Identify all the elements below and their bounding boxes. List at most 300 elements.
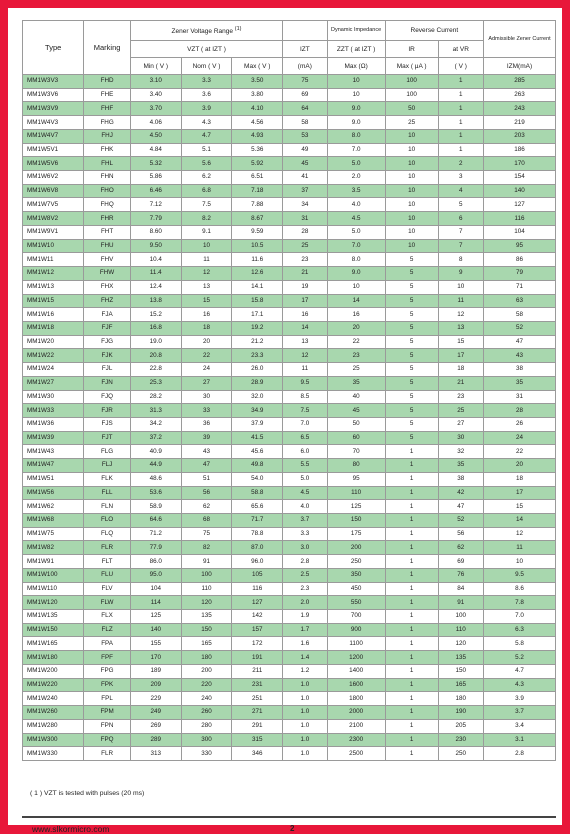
cell-marking: FLX xyxy=(84,610,131,624)
cell-type: MM1W6V8 xyxy=(23,184,84,198)
cell-nom: 4.7 xyxy=(181,129,232,143)
cell-max: 157 xyxy=(232,623,283,637)
table-row xyxy=(23,486,556,500)
cell-type: MM1W30 xyxy=(23,390,84,404)
cell-type: MM1W8V2 xyxy=(23,212,84,226)
col-vr-unit: ( V ) xyxy=(438,58,483,75)
cell-max: 58.8 xyxy=(232,486,283,500)
cell-izm: 31 xyxy=(484,390,556,404)
cell-zzt: 110 xyxy=(327,486,385,500)
table-row xyxy=(23,692,556,706)
cell-type: MM1W4V7 xyxy=(23,129,84,143)
cell-izt: 3.7 xyxy=(283,514,327,528)
cell-min: 7.12 xyxy=(130,198,181,212)
cell-nom: 10 xyxy=(181,239,232,253)
cell-izm: 127 xyxy=(484,198,556,212)
cell-marking: FHT xyxy=(84,225,131,239)
cell-vr: 110 xyxy=(438,623,483,637)
table-row xyxy=(23,198,556,212)
cell-max: 28.9 xyxy=(232,376,283,390)
cell-vr: 15 xyxy=(438,335,483,349)
cell-max: 17.1 xyxy=(232,308,283,322)
table-row xyxy=(23,171,556,185)
cell-marking: FLW xyxy=(84,596,131,610)
cell-nom: 280 xyxy=(181,719,232,733)
cell-izt: 6.5 xyxy=(283,431,327,445)
cell-vr: 1 xyxy=(438,102,483,116)
cell-max: 21.2 xyxy=(232,335,283,349)
cell-izm: 3.4 xyxy=(484,719,556,733)
cell-min: 4.06 xyxy=(130,116,181,130)
cell-type: MM1W180 xyxy=(23,651,84,665)
cell-zzt: 900 xyxy=(327,623,385,637)
cell-min: 77.9 xyxy=(130,541,181,555)
cell-izt: 2.0 xyxy=(283,596,327,610)
cell-vr: 18 xyxy=(438,363,483,377)
cell-min: 6.46 xyxy=(130,184,181,198)
cell-marking: FJS xyxy=(84,417,131,431)
cell-max: 211 xyxy=(232,664,283,678)
cell-izm: 63 xyxy=(484,294,556,308)
cell-type: MM1W36 xyxy=(23,417,84,431)
table-row xyxy=(23,555,556,569)
cell-izt: 1.9 xyxy=(283,610,327,624)
cell-vr: 32 xyxy=(438,445,483,459)
cell-izt: 4.0 xyxy=(283,500,327,514)
cell-izt: 7.0 xyxy=(283,417,327,431)
cell-izm: 52 xyxy=(484,321,556,335)
cell-zzt: 200 xyxy=(327,541,385,555)
cell-type: MM1W330 xyxy=(23,747,84,761)
cell-max: 271 xyxy=(232,706,283,720)
cell-ir: 5 xyxy=(385,308,438,322)
table-row xyxy=(23,651,556,665)
cell-type: MM1W165 xyxy=(23,637,84,651)
col-type: Type xyxy=(23,21,84,75)
cell-vr: 3 xyxy=(438,171,483,185)
table-row xyxy=(23,733,556,747)
cell-izm: 104 xyxy=(484,225,556,239)
cell-type: MM1W33 xyxy=(23,404,84,418)
zener-range-note: (1) xyxy=(234,25,242,32)
cell-zzt: 1100 xyxy=(327,637,385,651)
cell-ir: 1 xyxy=(385,651,438,665)
table-row xyxy=(23,417,556,431)
cell-max: 15.8 xyxy=(232,294,283,308)
cell-ir: 1 xyxy=(385,514,438,528)
cell-min: 15.2 xyxy=(130,308,181,322)
table-header xyxy=(23,21,556,75)
cell-vr: 25 xyxy=(438,404,483,418)
cell-nom: 300 xyxy=(181,733,232,747)
cell-max: 346 xyxy=(232,747,283,761)
cell-izm: 86 xyxy=(484,253,556,267)
cell-nom: 33 xyxy=(181,404,232,418)
cell-nom: 100 xyxy=(181,568,232,582)
cell-ir: 1 xyxy=(385,582,438,596)
cell-max: 12.6 xyxy=(232,267,283,281)
cell-marking: FHQ xyxy=(84,198,131,212)
cell-min: 37.2 xyxy=(130,431,181,445)
cell-marking: FLG xyxy=(84,445,131,459)
cell-zzt: 20 xyxy=(327,321,385,335)
page-number: 2 xyxy=(290,824,295,833)
cell-min: 9.50 xyxy=(130,239,181,253)
cell-marking: FPG xyxy=(84,664,131,678)
cell-marking: FHE xyxy=(84,88,131,102)
cell-zzt: 8.0 xyxy=(327,253,385,267)
table-row xyxy=(23,500,556,514)
cell-izt: 7.5 xyxy=(283,404,327,418)
cell-izm: 12 xyxy=(484,527,556,541)
footnote: ( 1 ) VZT is tested with pulses (20 ms) xyxy=(30,790,145,797)
table-row xyxy=(23,88,556,102)
table-row xyxy=(23,267,556,281)
cell-ir: 1 xyxy=(385,678,438,692)
cell-min: 140 xyxy=(130,623,181,637)
table-row xyxy=(23,472,556,486)
cell-zzt: 14 xyxy=(327,294,385,308)
col-izt: IZT xyxy=(283,41,327,58)
cell-izt: 53 xyxy=(283,129,327,143)
table-row xyxy=(23,321,556,335)
cell-max: 10.5 xyxy=(232,239,283,253)
cell-vr: 11 xyxy=(438,294,483,308)
cell-zzt: 50 xyxy=(327,417,385,431)
cell-izt: 3.3 xyxy=(283,527,327,541)
cell-vr: 7 xyxy=(438,225,483,239)
table-row xyxy=(23,664,556,678)
cell-ir: 1 xyxy=(385,623,438,637)
table-row xyxy=(23,212,556,226)
cell-vr: 250 xyxy=(438,747,483,761)
cell-izm: 22 xyxy=(484,445,556,459)
cell-ir: 1 xyxy=(385,486,438,500)
cell-min: 4.84 xyxy=(130,143,181,157)
cell-ir: 1 xyxy=(385,719,438,733)
table-row xyxy=(23,637,556,651)
cell-ir: 5 xyxy=(385,390,438,404)
footer-divider xyxy=(22,816,556,818)
cell-zzt: 2300 xyxy=(327,733,385,747)
table-row xyxy=(23,678,556,692)
cell-izm: 6.3 xyxy=(484,623,556,637)
cell-ir: 1 xyxy=(385,527,438,541)
cell-izt: 1.0 xyxy=(283,706,327,720)
cell-zzt: 5.0 xyxy=(327,225,385,239)
cell-marking: FLV xyxy=(84,582,131,596)
cell-nom: 3.9 xyxy=(181,102,232,116)
cell-type: MM1W110 xyxy=(23,582,84,596)
cell-marking: FJR xyxy=(84,404,131,418)
cell-zzt: 9.0 xyxy=(327,267,385,281)
cell-zzt: 23 xyxy=(327,349,385,363)
cell-zzt: 7.0 xyxy=(327,143,385,157)
cell-izm: 24 xyxy=(484,431,556,445)
cell-min: 11.4 xyxy=(130,267,181,281)
cell-nom: 47 xyxy=(181,459,232,473)
datasheet-page xyxy=(8,8,562,834)
table-row xyxy=(23,75,556,89)
table-row xyxy=(23,335,556,349)
cell-izt: 3.0 xyxy=(283,541,327,555)
cell-max: 191 xyxy=(232,651,283,665)
cell-izm: 14 xyxy=(484,514,556,528)
cell-zzt: 22 xyxy=(327,335,385,349)
cell-max: 231 xyxy=(232,678,283,692)
cell-marking: FHK xyxy=(84,143,131,157)
cell-izt: 31 xyxy=(283,212,327,226)
cell-zzt: 1400 xyxy=(327,664,385,678)
col-dynamic: Dynamic Impedance xyxy=(327,21,385,41)
cell-zzt: 8.0 xyxy=(327,129,385,143)
cell-izt: 1.4 xyxy=(283,651,327,665)
table-row xyxy=(23,610,556,624)
cell-nom: 68 xyxy=(181,514,232,528)
cell-ir: 10 xyxy=(385,239,438,253)
cell-zzt: 350 xyxy=(327,568,385,582)
cell-vr: 1 xyxy=(438,116,483,130)
cell-ir: 5 xyxy=(385,321,438,335)
cell-vr: 52 xyxy=(438,514,483,528)
cell-nom: 13 xyxy=(181,280,232,294)
cell-min: 104 xyxy=(130,582,181,596)
col-admissible: Admissible Zener Current xyxy=(484,21,556,58)
cell-izt: 5.5 xyxy=(283,459,327,473)
cell-type: MM1W120 xyxy=(23,596,84,610)
cell-max: 87.0 xyxy=(232,541,283,555)
cell-max: 172 xyxy=(232,637,283,651)
cell-izm: 43 xyxy=(484,349,556,363)
cell-marking: FHX xyxy=(84,280,131,294)
cell-min: 209 xyxy=(130,678,181,692)
cell-marking: FLT xyxy=(84,555,131,569)
cell-type: MM1W150 xyxy=(23,623,84,637)
cell-vr: 1 xyxy=(438,129,483,143)
table-row xyxy=(23,623,556,637)
cell-izt: 13 xyxy=(283,335,327,349)
cell-izt: 41 xyxy=(283,171,327,185)
cell-max: 37.9 xyxy=(232,417,283,431)
cell-izm: 58 xyxy=(484,308,556,322)
table-row xyxy=(23,404,556,418)
cell-ir: 5 xyxy=(385,280,438,294)
cell-nom: 18 xyxy=(181,321,232,335)
cell-zzt: 150 xyxy=(327,514,385,528)
table-row xyxy=(23,541,556,555)
cell-zzt: 1600 xyxy=(327,678,385,692)
cell-zzt: 80 xyxy=(327,459,385,473)
zener-range-label: Zener Voltage Range xyxy=(171,28,233,36)
cell-izt: 75 xyxy=(283,75,327,89)
table-row xyxy=(23,514,556,528)
cell-ir: 1 xyxy=(385,692,438,706)
cell-max: 7.88 xyxy=(232,198,283,212)
cell-zzt: 125 xyxy=(327,500,385,514)
cell-min: 20.8 xyxy=(130,349,181,363)
cell-izt: 16 xyxy=(283,308,327,322)
cell-vr: 76 xyxy=(438,568,483,582)
cell-type: MM1W51 xyxy=(23,472,84,486)
cell-ir: 10 xyxy=(385,143,438,157)
cell-izm: 170 xyxy=(484,157,556,171)
cell-vr: 180 xyxy=(438,692,483,706)
cell-marking: FPF xyxy=(84,651,131,665)
cell-ir: 5 xyxy=(385,376,438,390)
cell-nom: 110 xyxy=(181,582,232,596)
col-izm: IZM(mA) xyxy=(484,58,556,75)
cell-min: 229 xyxy=(130,692,181,706)
cell-ir: 10 xyxy=(385,225,438,239)
cell-min: 25.3 xyxy=(130,376,181,390)
table-row xyxy=(23,308,556,322)
table-row xyxy=(23,239,556,253)
cell-izm: 3.1 xyxy=(484,733,556,747)
col-min: Min ( V ) xyxy=(130,58,181,75)
cell-marking: FLO xyxy=(84,514,131,528)
cell-vr: 13 xyxy=(438,321,483,335)
cell-izt: 12 xyxy=(283,349,327,363)
cell-min: 8.60 xyxy=(130,225,181,239)
cell-type: MM1W4V3 xyxy=(23,116,84,130)
cell-type: MM1W5V6 xyxy=(23,157,84,171)
cell-min: 22.8 xyxy=(130,363,181,377)
cell-marking: FLK xyxy=(84,472,131,486)
cell-izt: 64 xyxy=(283,102,327,116)
cell-zzt: 40 xyxy=(327,390,385,404)
cell-max: 41.5 xyxy=(232,431,283,445)
cell-vr: 69 xyxy=(438,555,483,569)
cell-type: MM1W100 xyxy=(23,568,84,582)
cell-nom: 27 xyxy=(181,376,232,390)
cell-izt: 1.0 xyxy=(283,719,327,733)
cell-zzt: 175 xyxy=(327,527,385,541)
cell-vr: 2 xyxy=(438,157,483,171)
cell-zzt: 1200 xyxy=(327,651,385,665)
cell-marking: FHZ xyxy=(84,294,131,308)
cell-nom: 22 xyxy=(181,349,232,363)
cell-ir: 5 xyxy=(385,404,438,418)
cell-izm: 35 xyxy=(484,376,556,390)
cell-ir: 1 xyxy=(385,733,438,747)
cell-type: MM1W15 xyxy=(23,294,84,308)
cell-max: 49.8 xyxy=(232,459,283,473)
cell-ir: 1 xyxy=(385,459,438,473)
cell-min: 31.3 xyxy=(130,404,181,418)
cell-nom: 30 xyxy=(181,390,232,404)
cell-vr: 30 xyxy=(438,431,483,445)
cell-marking: FHF xyxy=(84,102,131,116)
cell-marking: FPN xyxy=(84,719,131,733)
cell-marking: FJG xyxy=(84,335,131,349)
cell-nom: 24 xyxy=(181,363,232,377)
cell-izt: 2.5 xyxy=(283,568,327,582)
col-ir: IR xyxy=(385,41,438,58)
cell-izm: 7.0 xyxy=(484,610,556,624)
cell-izt: 49 xyxy=(283,143,327,157)
cell-marking: FLJ xyxy=(84,459,131,473)
cell-type: MM1W13 xyxy=(23,280,84,294)
cell-izm: 263 xyxy=(484,88,556,102)
cell-type: MM1W56 xyxy=(23,486,84,500)
cell-min: 7.79 xyxy=(130,212,181,226)
cell-zzt: 5.0 xyxy=(327,157,385,171)
cell-max: 4.93 xyxy=(232,129,283,143)
cell-izt: 11 xyxy=(283,363,327,377)
website-link[interactable]: www.slkormicro.com xyxy=(32,824,110,834)
table-row xyxy=(23,596,556,610)
cell-ir: 1 xyxy=(385,445,438,459)
cell-izt: 1.6 xyxy=(283,637,327,651)
cell-type: MM1W75 xyxy=(23,527,84,541)
cell-type: MM1W7V5 xyxy=(23,198,84,212)
cell-type: MM1W200 xyxy=(23,664,84,678)
cell-izm: 11 xyxy=(484,541,556,555)
cell-vr: 84 xyxy=(438,582,483,596)
cell-min: 3.70 xyxy=(130,102,181,116)
cell-vr: 21 xyxy=(438,376,483,390)
cell-marking: FJT xyxy=(84,431,131,445)
cell-type: MM1W9V1 xyxy=(23,225,84,239)
cell-marking: FLN xyxy=(84,500,131,514)
cell-ir: 1 xyxy=(385,472,438,486)
cell-max: 105 xyxy=(232,568,283,582)
cell-marking: FLU xyxy=(84,568,131,582)
cell-nom: 200 xyxy=(181,664,232,678)
cell-izm: 28 xyxy=(484,404,556,418)
cell-marking: FLL xyxy=(84,486,131,500)
cell-izm: 219 xyxy=(484,116,556,130)
cell-min: 5.32 xyxy=(130,157,181,171)
table-row xyxy=(23,390,556,404)
cell-max: 54.0 xyxy=(232,472,283,486)
table-row xyxy=(23,363,556,377)
cell-min: 4.50 xyxy=(130,129,181,143)
cell-zzt: 700 xyxy=(327,610,385,624)
cell-nom: 8.2 xyxy=(181,212,232,226)
cell-vr: 120 xyxy=(438,637,483,651)
cell-max: 45.6 xyxy=(232,445,283,459)
cell-min: 53.6 xyxy=(130,486,181,500)
cell-izm: 7.8 xyxy=(484,596,556,610)
cell-nom: 165 xyxy=(181,637,232,651)
cell-zzt: 25 xyxy=(327,363,385,377)
cell-marking: FHD xyxy=(84,75,131,89)
cell-ir: 5 xyxy=(385,267,438,281)
col-marking: Marking xyxy=(84,21,131,75)
cell-marking: FLR xyxy=(84,541,131,555)
cell-zzt: 550 xyxy=(327,596,385,610)
cell-marking: FJQ xyxy=(84,390,131,404)
cell-min: 170 xyxy=(130,651,181,665)
cell-vr: 8 xyxy=(438,253,483,267)
cell-type: MM1W82 xyxy=(23,541,84,555)
table-row xyxy=(23,459,556,473)
cell-ir: 10 xyxy=(385,129,438,143)
cell-nom: 3.3 xyxy=(181,75,232,89)
cell-marking: FPQ xyxy=(84,733,131,747)
cell-izm: 186 xyxy=(484,143,556,157)
cell-izt: 5.0 xyxy=(283,472,327,486)
cell-max: 96.0 xyxy=(232,555,283,569)
cell-zzt: 4.0 xyxy=(327,198,385,212)
cell-max: 32.0 xyxy=(232,390,283,404)
col-izt-spacer xyxy=(283,21,327,41)
cell-max: 291 xyxy=(232,719,283,733)
cell-min: 71.2 xyxy=(130,527,181,541)
cell-marking: FLZ xyxy=(84,623,131,637)
cell-nom: 6.8 xyxy=(181,184,232,198)
